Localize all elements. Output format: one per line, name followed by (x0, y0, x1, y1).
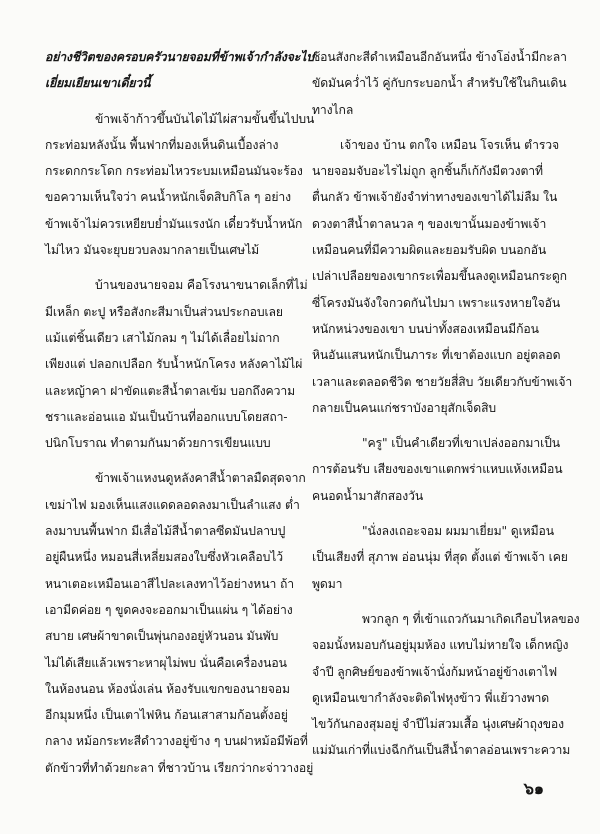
right-column (312, 44, 580, 773)
text-line: หินอันแสนหนักเป็นภาระ ที่เขาต้องแบก อยู่ตลอด (312, 348, 561, 363)
text-line: คนอดน้ำมาสักสองวัน (312, 488, 424, 503)
text-line: ขัดมันคว่ำไว้ คู่กับกระบอกน้ำ สำหรับใช้ในกินเดิน (312, 76, 567, 91)
text-line: ข้าพเจ้าก้าวขึ้นบันไดไม้ไผ่สามขั้นขึ้นไปบน (95, 111, 315, 126)
text-line: ตักข้าวที่ทำด้วยกะลา ที่ชาวบ้าน เรียกว่ากะจ่าวางอยู่ (45, 760, 314, 775)
text-line: กลาง หม้อกระทะสีดำวางอยู่ข้าง ๆ บนฝาหม้อมีพ้อที่ (45, 734, 308, 749)
text-line: ปนิกโบราณ ทำตามกันมาด้วยการเขียนแบบ (45, 436, 271, 451)
text-line: สบาย เศษผ้าขาดเป็นพุ่นกองอยู่หัวนอน มันพับ (45, 629, 279, 644)
text-line: เวลาและตลอดชีวิต ชายวัยสี่สิบ วัยเดียวกับข้าพเจ้า (312, 374, 573, 389)
paragraph (312, 132, 573, 421)
text-line: เป็นเสียงที่ สุภาพ อ่อนนุ่ม ที่สุด ตั้งแต่ ข้าพเจ้า เคย (312, 550, 568, 565)
text-line: จำปี ลูกศิษย์ของข้าพเจ้านั่งก้มหน้าอยู่ข้างเตาไฟ (312, 664, 558, 679)
text-line: ไม่ไหว มันจะยุบยวบลงมากลายเป็นเศษไม้ (45, 243, 260, 258)
text-line: พูดมา (312, 576, 343, 591)
paragraph (45, 272, 308, 456)
text-line: แม่มันเก่าที่แบ่งฉีกกันเป็นสีน้ำตาลอ่อนเพราะความ (312, 743, 571, 758)
paragraph (45, 465, 314, 781)
text-line: กระดกกระโดก กระท่อมไหวระบมเหมือนมันจะร้อง (45, 164, 303, 179)
text-line: เยี่ยมเยียนเขาเดี๋ยวนี้ (45, 76, 151, 91)
text-line: หนักหน่วงของเขา บนบ่าทั้งสองเหมือนมีก้อน (312, 321, 539, 336)
paragraph (312, 430, 563, 509)
text-line: ซ้อนสังกะสีดำเหมือนอีกอันหนึ่ง ข้างโอ่งน้ำมีกะลา (312, 50, 567, 64)
text-line: ในห้องนอน ห้องนั่งเล่น ห้องรับแขกของนายจอม (45, 681, 290, 696)
text-line: เพียงแต่ ปลอกเปลือก รับน้ำหนักโครง หลังคาไม้ไผ่ (45, 357, 303, 372)
text-line: เหมือนคนที่มีความผิดและยอมรับผิด บนอกอัน (312, 243, 547, 258)
text-line: ดวงตาสีน้ำตาลนวล ๆ ของเขานั้นมองข้าพเจ้า (312, 216, 547, 231)
text-line: ขอความเห็นใจว่า คนน้ำหนักเจ็ดสิบกิโล ๆ อย่าง (45, 190, 291, 205)
text-line: การต้อนรับ เสียงของเขาแตกพร่าแหบแห้งเหมือน (312, 462, 563, 477)
text-line: อีกมุมหนึ่ง เป็นเตาไฟหิน ก้อนเสาสามก้อนตั้งอยู่ (45, 708, 288, 723)
text-line: หนาเตอะเหมือนเอาสีไปละเลงทาไว้อย่างหนา ถ้า (45, 576, 294, 591)
text-line: อย่างชีวิตของครอบครัวนายจอมที่ข้าพเจ้ากำลังจะไป (45, 50, 314, 64)
text-line: ไขว้กันกองสุมอยู่ จำปีไม่สวมเสื้อ นุ่งเศษผ้าถุงของ (312, 717, 565, 732)
text-line: กระท่อมหลังนั้น พื้นฟากที่มองเห็นดินเบื้องล่าง (45, 137, 279, 152)
text-line: เปล่าเปลือยของเขากระเพื่อมขึ้นลงดูเหมือนกระดูก (312, 269, 567, 284)
text-line: ลงมาบนพื้นฟาก มีเสื่อไม้สีน้ำตาลซีดมันปลาบปู (45, 524, 286, 539)
text-line: ซี่โครงมันจังใจกวดกันไปมา เพราะแรงหายใจอัน (312, 295, 561, 310)
left-column (45, 44, 315, 790)
text-line: ทางไกล (312, 102, 354, 117)
text-line: จอมนั้งหมอบกันอยู่มุมห้อง แทบไม่หายใจ เด็กหญิง (312, 638, 569, 653)
text-line: ดูเหมือนเขากำลังจะติดไฟหุงข้าว พี่แย้วางพาด (312, 690, 550, 705)
text-line: เจ้าของ บ้าน ตกใจ เหมือน โจรเห็น ตำรวจ (340, 137, 560, 152)
text-line: "นั่งลงเถอะจอม ผมมาเยี่ยม" ดูเหมือน (362, 524, 554, 539)
page-number: ๖๑ (523, 779, 544, 798)
text-line: แม้แต่ชิ้นเดียว เสาไม้กลม ๆ ไม่ได้เลื่อยไม่ถาก (45, 330, 280, 345)
text-line: เขม่าไฟ มองเห็นแสงแดดลอดลงมาเป็นลำแสง ต่ำ (45, 497, 300, 512)
text-line: มีเหล็ก ตะปู หรือสังกะสีมาเป็นส่วนประกอบเลย (45, 304, 283, 319)
paragraph (312, 44, 567, 123)
text-line: ไม่ได้เสียแล้วเพราะหาผุไม่พบ นั่นคือเครื่องนอน (45, 655, 287, 670)
text-line: บ้านของนายจอม คือโรงนาขนาดเล็กที่ไม่ (95, 278, 308, 293)
paragraph (312, 518, 568, 597)
paragraph (45, 106, 315, 264)
text-line: ชราและอ่อนแอ มันเป็นบ้านที่ออกแบบโดยสถา- (45, 409, 288, 424)
text-line: พวกลูก ๆ ที่เข้าแถวกันมาเกิดเกือบไหลของ (362, 611, 580, 626)
text-line: เอามีดค่อย ๆ ขูดคงจะออกมาเป็นแผ่น ๆ ได้อย่าง (45, 602, 293, 617)
text-line: กลายเป็นคนแก่ชราบังอายุสักเจ็ดสิบ (312, 400, 497, 415)
text-line: "ครู" เป็นคำเดียวที่เขาเปล่งออกมาเป็น (362, 436, 561, 451)
text-line: นายจอมจับอะไรไม่ถูก ลูกชิ้นก็เก้กังมีตวงตาที่ (312, 164, 543, 179)
section-heading (45, 44, 314, 97)
text-line: อยู่ผืนหนึ่ง หมอนสี่เหลี่ยมสองใบซึ่งหัวเคลือบไว้ (45, 550, 284, 565)
text-line: และหญ้าคา ฝาขัดแตะสีน้ำตาลเข้ม บอกถึงความ (45, 383, 296, 398)
text-line: ข้าพเจ้าแหงนดูหลังคาสีน้ำตาลมืดสุดจาก (95, 471, 306, 486)
text-line: ตื่นกลัว ข้าพเจ้ายังจำท่าทางของเขาได้ไม่ลืม ใน (312, 190, 558, 205)
paragraph (312, 606, 580, 764)
text-line: ข้าพเจ้าไม่ควรเหยียบย่ำมันแรงนัก เดี๋ยวรับน้ำหนัก (45, 216, 303, 231)
